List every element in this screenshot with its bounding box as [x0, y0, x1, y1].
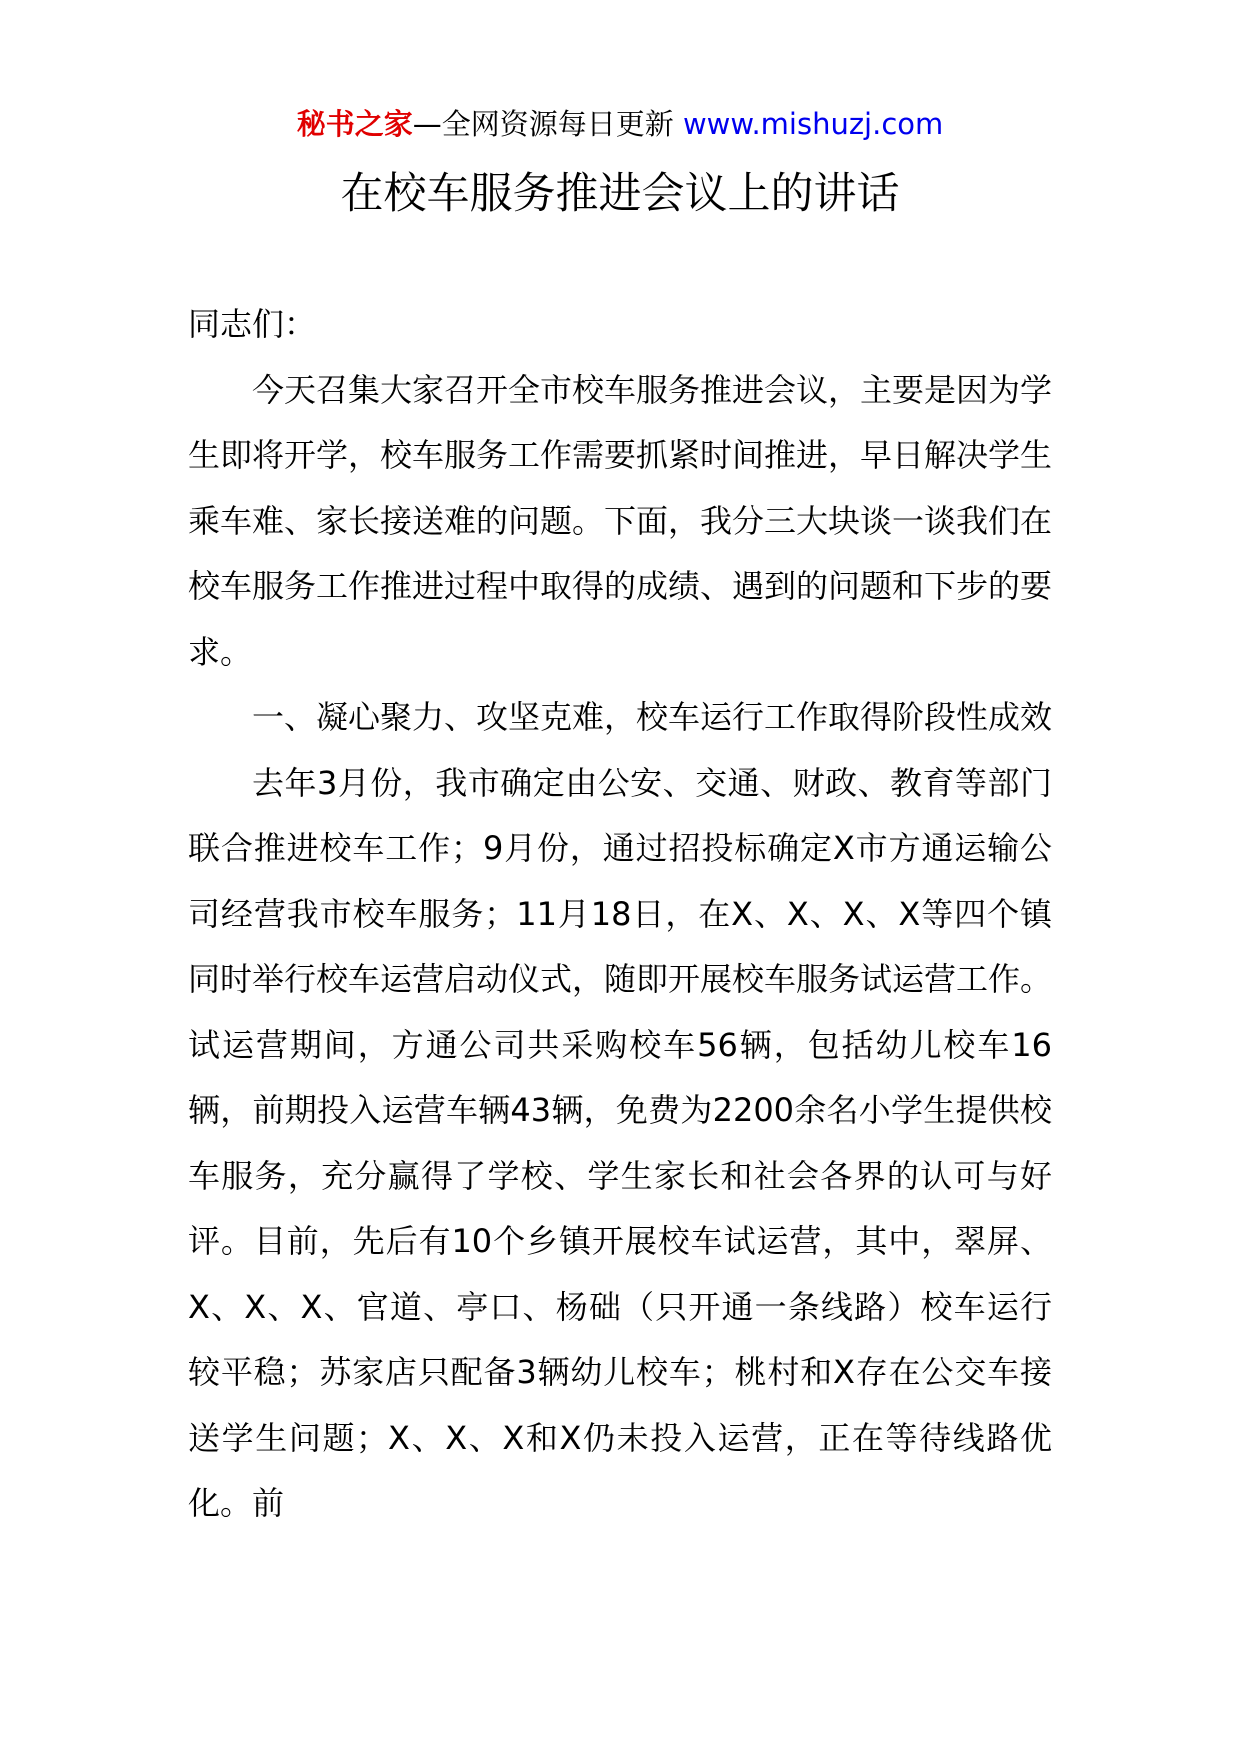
header-site-link[interactable]: www.mishuzj.com — [682, 107, 944, 141]
greeting: 同志们： — [188, 305, 317, 343]
page-header — [0, 104, 1240, 144]
paragraph-intro: 今天召集大家召开全市校车服务推进会议，主要是因为学生即将开学，校车服务工作需要抓紧时间推进，早日解决学生乘车难、家长接送难的问题。下面，我分三大块谈一谈我们在校车服务工作推进过程中取得的成绩、遇到的问题和下步的要求。 — [188, 370, 1053, 671]
document-title: 在校车服务推进会议上的讲话 — [340, 169, 900, 219]
section-heading-1: 一、凝心聚力、攻坚克难，校车运行工作取得阶段性成效 — [252, 698, 1053, 736]
document-body — [188, 292, 1052, 1537]
header-tagline: —全网资源每日更新 — [412, 107, 674, 141]
paragraph-section-1: 去年3月份，我市确定由公安、交通、财政、教育等部门联合推进校车工作；9月份，通过招投标确定X市方通运输公司经营我市校车服务；11月18日，在X、X、X、X等四个镇同时举行校车运营启动仪式，随即开展校车服务试运营工作。试运营期间，方通公司共采购校车56辆，包括幼儿校车16辆，前期投入运营车辆43辆，免费为2200余名小学生提供校车服务，充分赢得了学校、学生家长和社会各界的认可与好评。目前，先后有10个乡镇开展校车试运营，其中，翠屏、X、X、X、官道、亭口、杨础（只开通一条线路）校车运行较平稳；苏家店只配备3辆幼儿校车；桃村和X存在公交车接送学生问题；X、X、X和X仍未投入运营，正在等待线路优化。前 — [188, 763, 1053, 1522]
header-brand: 秘书之家 — [296, 107, 413, 141]
